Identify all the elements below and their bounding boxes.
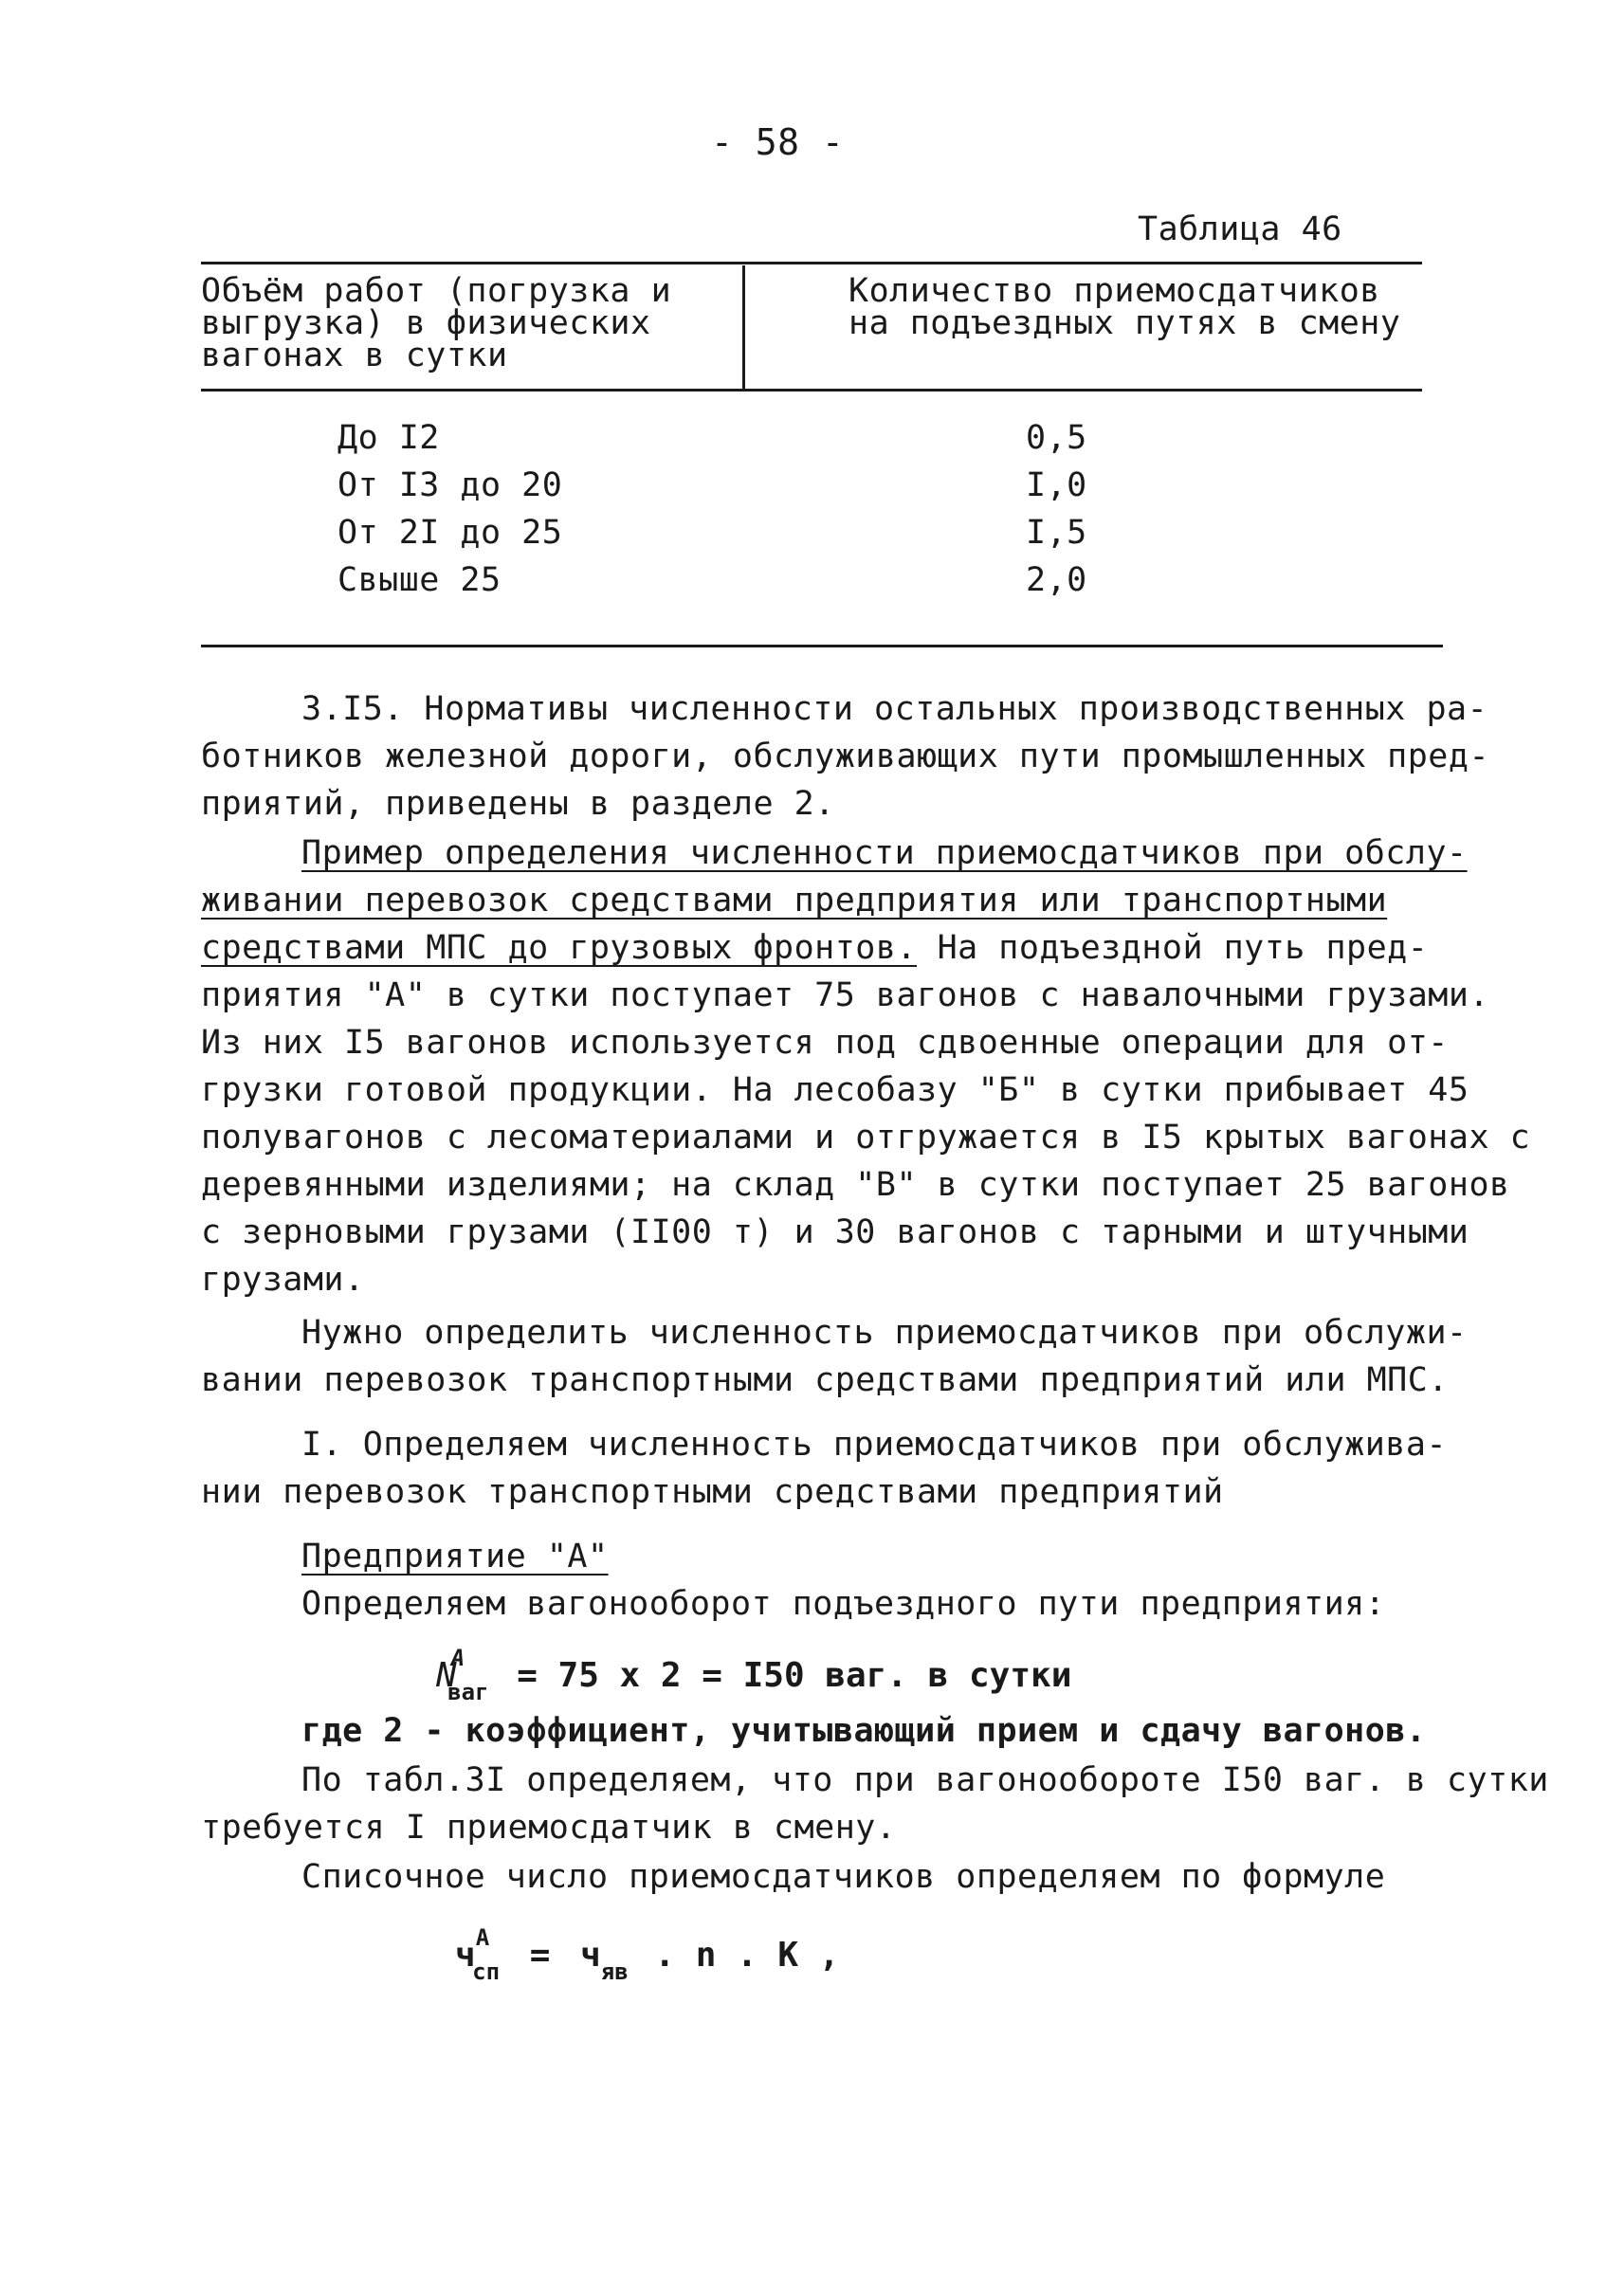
example-line-3	[201, 929, 1428, 967]
example-line: грузки готовой продукции. На лесобазу "Б" в сутки прибывает 45	[201, 1071, 1469, 1109]
example-line: полувагонов с лесоматериалами и отгружается в I5 крытых вагонах с	[201, 1119, 1531, 1157]
paragraph-line: приятий, приведены в разделе 2.	[201, 785, 835, 823]
table-row-range: До I2	[338, 419, 440, 457]
table-header-left-line: выгрузка) в физических	[201, 304, 651, 342]
table-header-left-line: Объём работ (погрузка и	[201, 272, 672, 310]
where-line: где 2 - коэффициент, учитывающий прием и сдачу вагонов.	[301, 1712, 1427, 1750]
table-top-rule	[201, 262, 1422, 264]
example-line-rest: На подъездной путь пред-	[917, 929, 1429, 967]
task-line: вании перевозок транспортными средствами предприятий или МПС.	[201, 1361, 1449, 1399]
formula-lhs: ч	[455, 1936, 476, 1975]
example-line: грузами.	[201, 1261, 365, 1299]
table-header-right-line: Количество приемосдатчиков	[848, 272, 1380, 310]
table-header-right-line: на подъездных путях в смену	[848, 304, 1401, 342]
example-line: с зерновыми грузами (II00 т) и 30 вагонов с тарными и штучными	[201, 1213, 1469, 1251]
table-ref-line: По табл.3I определяем, что при вагонообороте I50 ваг. в сутки	[301, 1761, 1549, 1799]
example-line: Из них I5 вагонов используется под сдвоенные операции для от-	[201, 1024, 1449, 1062]
list-number-intro: Списочное число приемосдатчиков определяем по формуле	[301, 1858, 1386, 1896]
table-header-rule	[201, 389, 1422, 392]
table-row-value: I,0	[1026, 466, 1087, 504]
formula-lhs-subscript: сп	[472, 1958, 501, 1985]
formula-tail: . n . К ,	[654, 1936, 840, 1975]
formula-rhs-symbol: ч	[580, 1936, 601, 1975]
example-line: приятия "А" в сутки поступает 75 вагонов с навалочными грузами.	[201, 976, 1490, 1014]
table-row-value: 0,5	[1026, 419, 1087, 457]
formula-subscript: ваг	[447, 1679, 489, 1705]
table-row-range: От 2I до 25	[338, 514, 563, 552]
table-header-divider	[742, 265, 745, 389]
paragraph-line: 3.I5. Нормативы численности остальных производственных ра-	[301, 690, 1488, 728]
example-heading-line: Пример определения численности приемосдатчиков при обслу-	[301, 834, 1468, 872]
example-heading-line: живании перевозок средствами предприятия или транспортными	[201, 882, 1388, 920]
formula-equals: =	[529, 1936, 551, 1975]
example-line: деревянными изделиями; на склад "В" в сутки поступает 25 вагонов	[201, 1166, 1510, 1204]
wagon-turnover-intro: Определяем вагонооборот подъездного пути предприятия:	[301, 1585, 1386, 1623]
paragraph-line: ботников железной дороги, обслуживающих пути промышленных пред-	[201, 738, 1490, 775]
table-ref-line: требуется I приемосдатчик в смену.	[201, 1809, 897, 1847]
table-caption: Таблица 46	[1138, 210, 1342, 248]
formula-rhs: = 75 x 2 = I50 ваг. в сутки	[517, 1656, 1072, 1695]
table-row-range: От I3 до 20	[338, 466, 563, 504]
table-row-value: 2,0	[1026, 561, 1087, 599]
step1-line: нии перевозок транспортными средствами предприятий	[201, 1473, 1224, 1511]
table-row-value: I,5	[1026, 514, 1087, 552]
formula-symbol: N	[436, 1656, 457, 1695]
page-number: - 58 -	[711, 121, 845, 163]
example-heading-line: средствами МПС до грузовых фронтов.	[201, 929, 918, 967]
table-header-left-line: вагонах в сутки	[201, 337, 508, 374]
formula-lhs-superscript: А	[475, 1924, 490, 1951]
formula-superscript: A	[450, 1645, 465, 1671]
task-line: Нужно определить численность приемосдатчиков при обслужи-	[301, 1314, 1468, 1352]
table-row-range: Свыше 25	[338, 561, 502, 599]
table-bottom-rule	[201, 645, 1443, 647]
step1-line: I. Определяем численность приемосдатчиков при обслужива-	[301, 1426, 1448, 1464]
formula-list-number	[455, 1924, 839, 1985]
formula-wagon-turnover	[436, 1645, 1071, 1705]
enterprise-a-heading: Предприятие "А"	[301, 1538, 609, 1576]
formula-rhs-subscript: яв	[600, 1958, 629, 1985]
